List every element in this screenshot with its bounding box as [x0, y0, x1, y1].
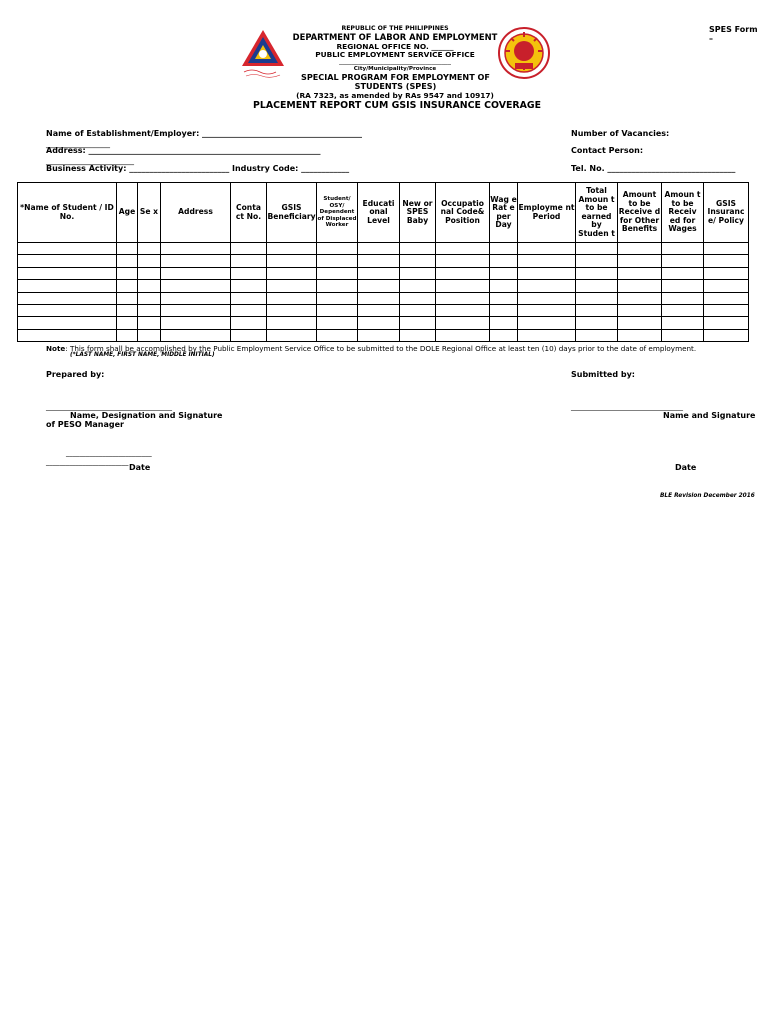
table-cell[interactable] [436, 317, 490, 329]
table-cell[interactable] [704, 255, 749, 267]
table-cell[interactable] [400, 317, 436, 329]
table-cell[interactable] [436, 292, 490, 304]
report-title: PLACEMENT REPORT CUM GSIS INSURANCE COVERAGE [253, 100, 541, 111]
table-cell[interactable] [358, 267, 400, 279]
table-cell[interactable] [18, 304, 117, 316]
establishment-field[interactable]: Name of Establishment/Employer: ________________________________________ [46, 129, 363, 138]
table-cell[interactable] [18, 329, 117, 341]
table-cell[interactable] [138, 280, 161, 292]
table-cell[interactable] [618, 317, 662, 329]
column-header: Se x [138, 183, 161, 243]
table-cell[interactable] [161, 304, 231, 316]
table-cell[interactable] [490, 329, 518, 341]
table-cell[interactable] [618, 243, 662, 255]
table-cell[interactable] [704, 304, 749, 316]
table-cell[interactable] [704, 292, 749, 304]
table-cell[interactable] [317, 304, 358, 316]
table-cell[interactable] [662, 304, 704, 316]
table-cell[interactable] [358, 280, 400, 292]
table-cell[interactable] [576, 304, 618, 316]
table-cell[interactable] [138, 317, 161, 329]
column-header: Conta ct No. [231, 183, 267, 243]
table-cell[interactable] [138, 255, 161, 267]
table-cell[interactable] [518, 317, 576, 329]
table-cell[interactable] [400, 280, 436, 292]
table-cell[interactable] [231, 292, 267, 304]
table-cell[interactable] [400, 329, 436, 341]
program-title: SPECIAL PROGRAM FOR EMPLOYMENT OF STUDENTS (SPES) [301, 72, 490, 92]
table-cell[interactable] [704, 243, 749, 255]
table-cell[interactable] [400, 243, 436, 255]
prepared-name-label: Name, Designation and Signature [70, 411, 223, 420]
table-cell[interactable] [618, 304, 662, 316]
table-cell[interactable] [518, 304, 576, 316]
table-cell[interactable] [117, 292, 138, 304]
table-row [18, 329, 749, 341]
table-cell[interactable] [704, 329, 749, 341]
table-cell[interactable] [317, 317, 358, 329]
table-cell[interactable] [518, 243, 576, 255]
table-cell[interactable] [490, 255, 518, 267]
table-cell[interactable] [18, 280, 117, 292]
table-cell[interactable] [436, 243, 490, 255]
column-header: GSIS Insuranc e/ Policy [704, 183, 749, 243]
table-cell[interactable] [138, 243, 161, 255]
table-cell[interactable] [161, 280, 231, 292]
table-cell[interactable] [358, 243, 400, 255]
table-cell[interactable] [267, 329, 317, 341]
table-cell[interactable] [576, 292, 618, 304]
table-cell[interactable] [662, 292, 704, 304]
table-cell[interactable] [161, 255, 231, 267]
table-cell[interactable] [138, 304, 161, 316]
table-cell[interactable] [117, 267, 138, 279]
table-cell[interactable] [618, 280, 662, 292]
table-row [18, 243, 749, 255]
table-cell[interactable] [18, 292, 117, 304]
column-header: New or SPES Baby [400, 183, 436, 243]
table-cell[interactable] [618, 267, 662, 279]
table-cell[interactable] [117, 304, 138, 316]
table-cell[interactable] [358, 292, 400, 304]
table-cell[interactable] [117, 243, 138, 255]
table-cell[interactable] [704, 317, 749, 329]
vacancies-label: Number of Vacancies: [571, 129, 670, 138]
date-line-1[interactable]: __________________________ [66, 449, 152, 457]
prepared-by-label: Prepared by: [46, 370, 105, 379]
table-header-row [18, 183, 749, 243]
table-cell[interactable] [400, 292, 436, 304]
table-cell[interactable] [576, 243, 618, 255]
prepared-signature-line[interactable]: ____________________________________ [46, 403, 172, 411]
table-cell[interactable] [117, 329, 138, 341]
table-cell[interactable] [231, 317, 267, 329]
note-text: : This form shall be accomplished by the Public Employment Service Office to be submitted to the DOLE Regional Office at least ten (10) days prior to the date of employment. [65, 344, 697, 353]
prepared-role-label: of PESO Manager [46, 420, 124, 429]
table-cell[interactable] [618, 329, 662, 341]
table-cell[interactable] [662, 243, 704, 255]
table-cell[interactable] [161, 329, 231, 341]
revision-label: BLE Revision December 2016 [660, 493, 755, 499]
table-cell[interactable] [576, 267, 618, 279]
regional-office-label: REGIONAL OFFICE NO. ______ [336, 42, 454, 51]
table-cell[interactable] [267, 292, 317, 304]
table-cell[interactable] [358, 329, 400, 341]
table-cell[interactable] [662, 255, 704, 267]
table-cell[interactable] [231, 329, 267, 341]
table-cell[interactable] [490, 292, 518, 304]
table-cell[interactable] [436, 255, 490, 267]
business-activity-field[interactable]: Business Activity: _________________________ Industry Code: ____________ [46, 164, 350, 173]
table-row [18, 280, 749, 292]
table-cell[interactable] [267, 304, 317, 316]
table-cell[interactable] [267, 255, 317, 267]
address-field-cont[interactable]: ______________________ [46, 156, 134, 165]
table-cell[interactable] [490, 243, 518, 255]
table-cell[interactable] [400, 304, 436, 316]
tel-field[interactable]: Tel. No. ________________________________ [571, 164, 736, 173]
establishment-field-cont[interactable]: ________________ [46, 139, 110, 148]
table-cell[interactable] [18, 267, 117, 279]
ra-label: (RA 7323, as amended by RAs 9547 and 10917) [296, 91, 494, 100]
table-cell[interactable] [436, 329, 490, 341]
table-cell[interactable] [662, 267, 704, 279]
table-cell[interactable] [490, 267, 518, 279]
table-cell[interactable] [317, 267, 358, 279]
table-cell[interactable] [400, 267, 436, 279]
table-cell[interactable] [618, 255, 662, 267]
table-cell[interactable] [138, 329, 161, 341]
table-cell[interactable] [18, 317, 117, 329]
column-header: *Name of Student / ID No. [18, 183, 117, 243]
table-cell[interactable] [518, 292, 576, 304]
table-cell[interactable] [576, 329, 618, 341]
republic-label: REPUBLIC OF THE PHILIPPINES [341, 25, 449, 32]
submitted-by-label: Submitted by: [571, 370, 635, 379]
table-cell[interactable] [317, 280, 358, 292]
table-cell[interactable] [518, 255, 576, 267]
table-cell[interactable] [317, 292, 358, 304]
form-code: SPES Form – [709, 25, 758, 43]
contact-person-label: Contact Person: [571, 146, 644, 155]
table-cell[interactable] [518, 329, 576, 341]
table-cell[interactable] [161, 292, 231, 304]
table-cell[interactable] [231, 255, 267, 267]
table-row [18, 304, 749, 316]
table-cell[interactable] [161, 317, 231, 329]
table-cell[interactable] [267, 267, 317, 279]
table-cell[interactable] [490, 280, 518, 292]
date-line-2[interactable]: _________________________ [46, 458, 129, 466]
table-row [18, 317, 749, 329]
table-cell[interactable] [400, 255, 436, 267]
table-cell[interactable] [518, 267, 576, 279]
table-cell[interactable] [576, 317, 618, 329]
table-cell[interactable] [231, 267, 267, 279]
table-cell[interactable] [662, 329, 704, 341]
column-header: Address [161, 183, 231, 243]
note-label: Note [46, 344, 66, 353]
column-header: Educati onal Level [358, 183, 400, 243]
table-cell[interactable] [231, 304, 267, 316]
table-cell[interactable] [138, 292, 161, 304]
table-cell[interactable] [317, 255, 358, 267]
table-cell[interactable] [317, 243, 358, 255]
column-header: Occupatio nal Code& Position [436, 183, 490, 243]
table-cell[interactable] [18, 243, 117, 255]
table-row [18, 292, 749, 304]
table-cell[interactable] [267, 243, 317, 255]
table-cell[interactable] [662, 317, 704, 329]
name-format-note: (*LAST NAME, FIRST NAME, MIDDLE INITIAL) [70, 352, 215, 358]
table-cell[interactable] [704, 267, 749, 279]
column-header: Amoun t to be Receiv ed for Wages [662, 183, 704, 243]
table-cell[interactable] [358, 317, 400, 329]
table-cell[interactable] [138, 267, 161, 279]
table-row [18, 267, 749, 279]
date-left-label: Date [129, 463, 151, 472]
table-cell[interactable] [576, 255, 618, 267]
table-cell[interactable] [436, 304, 490, 316]
table-cell[interactable] [317, 329, 358, 341]
peso-office-label: PUBLIC EMPLOYMENT SERVICE OFFICE [315, 50, 475, 59]
table-cell[interactable] [18, 255, 117, 267]
table-cell[interactable] [618, 292, 662, 304]
submitted-signature-line[interactable]: ________________________________ [571, 403, 683, 411]
placement-table [17, 182, 749, 342]
column-header: Employme nt Period [518, 183, 576, 243]
column-header: Age [117, 183, 138, 243]
date-right-label: Date [675, 463, 697, 472]
column-header: Total Amoun t to be earned by Studen t [576, 183, 618, 243]
city-label: City/Municipality/Province [353, 66, 437, 72]
column-header: Wag e Rat e per Day [490, 183, 518, 243]
table-cell[interactable] [490, 304, 518, 316]
submitted-name-label: Name and Signature [663, 411, 756, 420]
table-cell[interactable] [490, 317, 518, 329]
city-underline: ___________________________________ [339, 57, 451, 65]
table-cell[interactable] [436, 267, 490, 279]
table-cell[interactable] [117, 255, 138, 267]
table-cell[interactable] [117, 317, 138, 329]
table-cell[interactable] [358, 255, 400, 267]
address-field[interactable]: Address: __________________________________________________________ [46, 146, 321, 155]
table-cell[interactable] [518, 280, 576, 292]
column-header: Student/ OSY/ Dependent of Displaced Worker [317, 183, 358, 243]
table-cell[interactable] [358, 304, 400, 316]
table-cell[interactable] [117, 280, 138, 292]
table-cell[interactable] [161, 267, 231, 279]
table-row [18, 255, 749, 267]
table-cell[interactable] [576, 280, 618, 292]
table-cell[interactable] [662, 280, 704, 292]
column-header: Amount to be Receive d for Other Benefits [618, 183, 662, 243]
table-cell[interactable] [704, 280, 749, 292]
table-cell[interactable] [436, 280, 490, 292]
table-cell[interactable] [267, 280, 317, 292]
department-label: DEPARTMENT OF LABOR AND EMPLOYMENT [292, 32, 498, 42]
column-header: GSIS Beneficiary [267, 183, 317, 243]
table-cell[interactable] [161, 243, 231, 255]
table-cell[interactable] [231, 280, 267, 292]
table-cell[interactable] [267, 317, 317, 329]
table-cell[interactable] [231, 243, 267, 255]
